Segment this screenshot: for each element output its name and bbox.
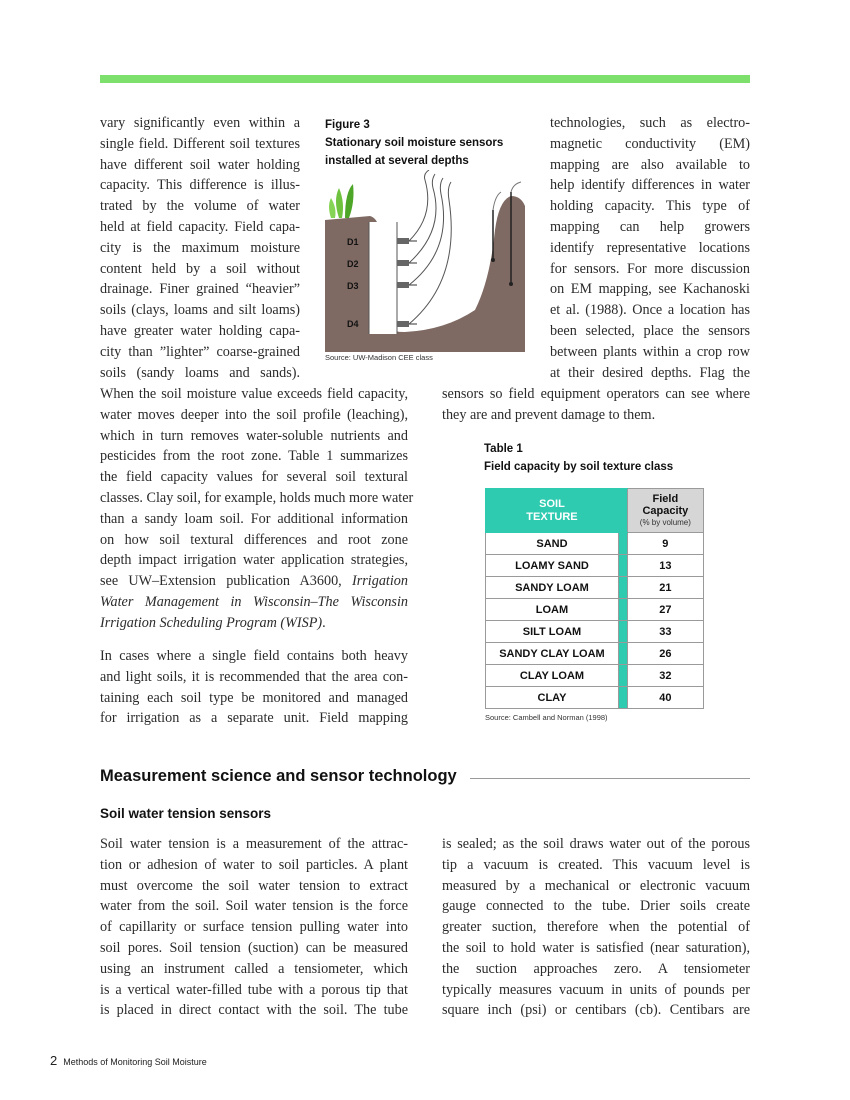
text-line: on how soil textural differences and root zone	[100, 531, 408, 548]
text-line	[100, 592, 408, 613]
text-line: mapping are also available to	[550, 156, 750, 173]
text-line: typically measures vacuum in units of pounds per	[442, 981, 750, 998]
text-line: soil pores. Soil tension (suction) can be measured	[100, 939, 408, 956]
table-1-caption	[484, 440, 714, 476]
text-line: have greater water holding capa-	[100, 322, 300, 339]
plant-leaf	[345, 184, 354, 218]
text-line: et al. (1988). Once a location has	[550, 302, 750, 319]
text-line: the suction approaches zero. A tensiometer	[442, 960, 750, 977]
soil-sensor-illustration	[325, 170, 525, 352]
figure-source: Source: UW-Madison CEE class	[325, 353, 433, 362]
text-line: content held by a soil without	[100, 260, 300, 277]
depth-label: D3	[347, 281, 359, 291]
text-line	[100, 613, 408, 634]
table-row	[486, 687, 704, 709]
text-line: pesticides from the root zone. Table 1 summarizes	[100, 448, 408, 465]
header-text: SOIL	[539, 497, 565, 510]
table-row	[486, 643, 704, 665]
text-line: between plants within a crop row	[550, 343, 750, 360]
header-text: Field	[652, 492, 679, 505]
figure-label: Figure 3	[325, 119, 370, 131]
cell-value: 32	[627, 665, 703, 687]
cell-value: 21	[627, 577, 703, 599]
top-accent-bar	[100, 75, 750, 83]
section-heading: Measurement science and sensor technology	[100, 767, 457, 785]
text-line: drainage. Finer grained “heavier”	[100, 281, 300, 298]
table-row	[486, 533, 704, 555]
text-line: water from the soil. Soil water tension is the force	[100, 898, 408, 915]
text-line: help identify differences in water	[550, 177, 750, 194]
table-source: Source: Cambell and Norman (1998)	[485, 713, 608, 722]
footer-title: Methods of Monitoring Soil Moisture	[63, 1057, 207, 1067]
bottom-right-column	[442, 834, 750, 1021]
header-soil-texture	[486, 489, 619, 533]
text-line: trated by the volume of water	[100, 198, 300, 215]
figure-caption: installed at several depths	[325, 155, 469, 167]
sensor-d2	[397, 174, 436, 266]
soil-cut-face	[369, 222, 397, 334]
text-line: city is the maximum moisture	[100, 239, 300, 256]
header-text: Capacity	[642, 504, 689, 517]
text-line: held at field capacity. Field capa-	[100, 218, 300, 235]
subsection-heading: Soil water tension sensors	[100, 806, 272, 821]
figure-3	[325, 116, 540, 170]
text-line: of capillarity or surface tension pulling water into	[100, 919, 408, 936]
text-line: taining each soil type be monitored and managed	[100, 689, 408, 706]
text-line: for sensors. For more discussion	[550, 260, 750, 277]
figure-caption: Stationary soil moisture sensors	[325, 137, 504, 149]
text-line: water moves deeper into the soil profile (leaching),	[100, 406, 408, 423]
header-field-capacity	[627, 489, 703, 533]
page-number: 2	[50, 1053, 58, 1068]
text-line: is a vertical water-filled tube with a porous tip that	[100, 981, 408, 998]
table-row	[486, 621, 704, 643]
text-line: than a sandy loam soil. For additional information	[100, 510, 408, 527]
cell-texture: CLAY LOAM	[486, 665, 619, 687]
text-line: When the soil moisture value exceeds field capacity,	[100, 386, 408, 402]
cell-texture: SANDY CLAY LOAM	[486, 643, 619, 665]
text-line: vary significantly even within a	[100, 115, 300, 131]
cell-texture: SANDY LOAM	[486, 577, 619, 599]
text-line: soils (clays, loams and silt loams)	[100, 302, 300, 319]
text-line: is placed in direct contact with the soil. The tube	[100, 1002, 408, 1019]
text-line: holding capacity. This type of	[550, 198, 750, 215]
text-line: greater suction, therefore when the potential of	[442, 919, 750, 936]
table-row	[486, 555, 704, 577]
publication-title: Irrigation Scheduling Program (WISP)	[100, 614, 323, 631]
depth-label: D4	[347, 319, 359, 329]
text-line: for irrigation as a separate unit. Field mapping	[100, 710, 408, 727]
text-line: measured by a mechanical or electronic vacuum	[442, 877, 750, 894]
text-line: on EM mapping, see Kachanoski	[550, 281, 750, 298]
text-line: sensors so field equipment operators can see where	[442, 386, 750, 402]
publication-intro: see UW–Extension publication A3600,	[100, 573, 353, 590]
sensor-d1	[397, 170, 429, 244]
plant-leaf	[329, 198, 336, 218]
text-line: classes. Clay soil, for example, holds much more water	[100, 489, 414, 506]
text-line: square inch (psi) or centibars (cb). Centibars are	[442, 1002, 750, 1019]
table-row	[486, 599, 704, 621]
field-capacity-table	[485, 488, 704, 709]
text-line: gauge connected to the tube. Drier soils create	[442, 898, 750, 915]
publication-title: Irrigation	[352, 573, 408, 590]
text-line: soils (sandy loams and sands).	[100, 364, 300, 381]
cell-value: 27	[627, 599, 703, 621]
left-column-middle	[100, 384, 414, 634]
text-line: identify representative locations	[550, 239, 750, 256]
text-line: at their desired depths. Flag the	[550, 364, 750, 381]
bottom-left-column	[100, 834, 408, 1021]
text-line: they are and prevent damage to them.	[442, 406, 656, 423]
publication-title: Water Management in Wisconsin–The Wisconsin	[100, 593, 408, 610]
cell-value: 13	[627, 555, 703, 577]
text-line: tion or adhesion of water to soil particles. A plant	[100, 856, 408, 873]
left-column-paragraph-2	[100, 646, 408, 729]
text-line: In cases where a single field contains both heavy	[100, 648, 408, 664]
left-column-top	[100, 113, 300, 383]
header-unit: (% by volume)	[639, 517, 691, 527]
depth-label: D2	[347, 259, 359, 269]
cell-value: 26	[627, 643, 703, 665]
cell-texture: SILT LOAM	[486, 621, 619, 643]
table-caption: Field capacity by soil texture class	[484, 461, 674, 473]
depth-label: D1	[347, 237, 359, 247]
text-line: which in turn removes water-soluble nutrients and	[100, 427, 408, 444]
cell-texture: SAND	[486, 533, 619, 555]
table-row	[486, 665, 704, 687]
text-line: the soil to hold water is satisfied (near saturation),	[442, 939, 750, 956]
table-label: Table 1	[484, 443, 523, 455]
cell-texture: CLAY	[486, 687, 619, 709]
header-spacer	[618, 489, 627, 533]
right-column-top	[550, 113, 750, 383]
text-line: the field capacity values for several soil textural	[100, 469, 408, 486]
cell-texture: LOAM	[486, 599, 619, 621]
text-line: single field. Different soil textures	[100, 135, 300, 152]
cell-value: 33	[627, 621, 703, 643]
text-line: magnetic conductivity (EM)	[550, 135, 750, 152]
cell-texture: LOAMY SAND	[486, 555, 619, 577]
text-line: and light soils, it is recommended that the area con-	[100, 668, 408, 685]
section-rule	[470, 778, 750, 779]
table-header-row	[486, 489, 704, 533]
text-line: must overcome the soil water tension to extract	[100, 877, 408, 894]
text-line: capacity. This difference is illus-	[100, 177, 300, 194]
text-line: Soil water tension is a measurement of the attrac-	[100, 836, 408, 852]
header-text: TEXTURE	[526, 510, 578, 523]
text-line: been selected, place the sensors	[550, 322, 750, 339]
text-line: using an instrument called a tensiometer, which	[100, 960, 408, 977]
period: .	[322, 614, 326, 631]
text-line: tip a vacuum is created. This vacuum level is	[442, 856, 750, 873]
text-line: depth impact irrigation water application strategies,	[100, 552, 408, 569]
text-line: technologies, such as electro-	[550, 115, 750, 131]
cell-value: 40	[627, 687, 703, 709]
text-line: have different soil water holding	[100, 156, 300, 173]
table-row	[486, 577, 704, 599]
plant-leaf	[336, 188, 343, 218]
page-footer	[50, 1053, 207, 1068]
text-line: is sealed; as the soil draws water out of the porous	[442, 836, 750, 852]
text-line: mapping can help growers	[550, 218, 750, 235]
text-line: city than ”lighter” coarse-grained	[100, 343, 300, 360]
sensor-d3	[397, 178, 444, 288]
cell-value: 9	[627, 533, 703, 555]
right-column-wide	[442, 384, 750, 426]
text-line	[100, 571, 408, 592]
